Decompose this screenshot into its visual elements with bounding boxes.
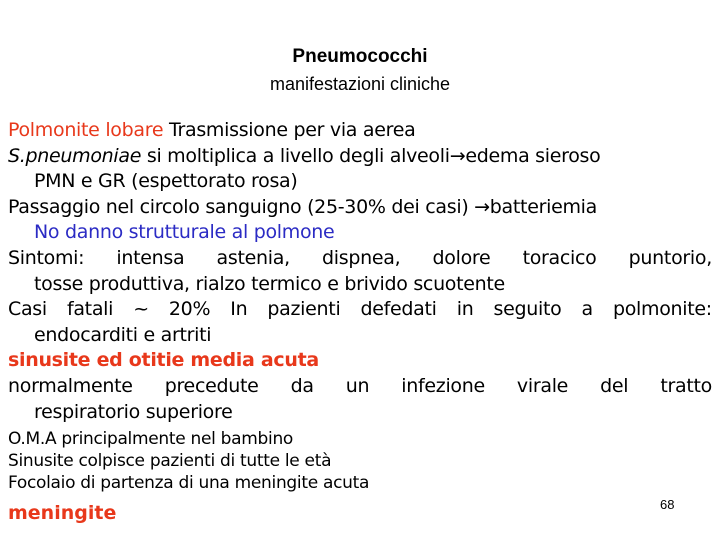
line-endocarditi: endocarditi e artriti (34, 323, 212, 346)
word: dispnea, (322, 246, 401, 269)
word: da (290, 374, 314, 397)
word: in (456, 298, 474, 321)
word: Sintomi: (8, 246, 85, 269)
text-edema: edema sieroso (465, 144, 601, 167)
page-number: 68 (660, 497, 675, 512)
arrow-icon: → (474, 195, 490, 218)
line-normalmente (8, 374, 712, 400)
heading-polmonite-lobare: Polmonite lobare (8, 119, 164, 141)
slide-title: Pneumococchi (292, 46, 428, 67)
word: defedati (360, 298, 437, 321)
text-moltiplica: si moltiplica a livello degli alveoli (141, 144, 450, 167)
word: Casi (8, 298, 47, 321)
heading-sinusite: sinusite ed otitie media acuta (8, 349, 319, 372)
note-oma: O.M.A principalmente nel bambino (8, 429, 294, 449)
word: polmonite: (612, 298, 712, 321)
arrow-icon: → (449, 144, 466, 167)
line-passaggio (8, 195, 712, 221)
line-no-danno: No danno strutturale al polmone (34, 221, 335, 244)
word: dolore (432, 246, 491, 269)
line-respiratorio: respiratorio superiore (34, 400, 233, 423)
heading-meningite: meningite (8, 502, 117, 524)
line-polmonite (8, 118, 712, 144)
small-notes (8, 428, 608, 494)
word: a (581, 298, 593, 321)
word: In (230, 298, 248, 321)
line-sintomi (8, 246, 712, 272)
word: tratto (660, 374, 712, 397)
word: del (600, 374, 629, 397)
word: infezione (401, 374, 485, 397)
word: normalmente (8, 374, 133, 397)
line-casi-fatali (8, 297, 712, 323)
word: precedute (164, 374, 259, 397)
word: 20% (168, 298, 211, 321)
word: virale (516, 374, 569, 397)
slide-body (8, 118, 712, 425)
word: intensa (116, 246, 185, 269)
word: toracico (522, 246, 597, 269)
line-pmn: PMN e GR (espettorato rosa) (34, 170, 298, 193)
word: pazienti (267, 298, 341, 321)
note-focolaio: Focolaio di partenza di una meningite acuta (8, 473, 370, 493)
word: un (345, 374, 370, 397)
line-spneumoniae (8, 144, 712, 170)
text-batteriemia: batteriemia (489, 195, 597, 218)
organism-name: S.pneumoniae (8, 144, 142, 167)
slide-subtitle: manifestazioni cliniche (269, 74, 451, 94)
line-tosse: tosse produttiva, rialzo termico e brivido scuotente (34, 272, 505, 295)
word: ~ (133, 298, 149, 321)
text-passaggio: Passaggio nel circolo sanguigno (25-30% dei casi) (8, 195, 475, 218)
text-trasmissione: Trasmissione per via aerea (163, 119, 416, 141)
word: fatali (66, 298, 114, 321)
word: puntorio, (628, 246, 712, 269)
word: astenia, (216, 246, 290, 269)
word: seguito (493, 298, 562, 321)
note-sinusite: Sinusite colpisce pazienti di tutte le età (8, 451, 332, 471)
